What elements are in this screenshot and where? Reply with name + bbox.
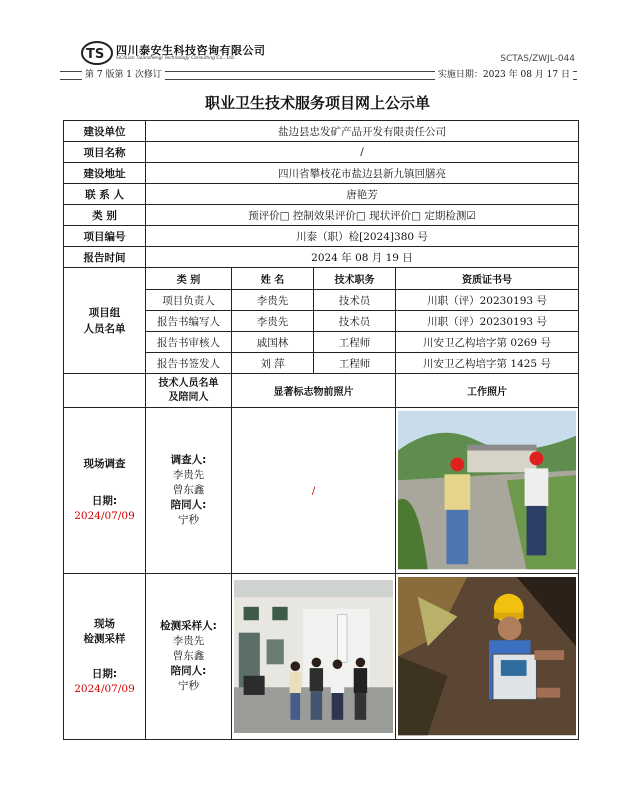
survey-date: 2024/07/09	[74, 510, 135, 522]
personnel-header-role: 类 别	[146, 268, 232, 290]
project-number-value: 川泰（职）检[2024]380 号	[146, 226, 579, 247]
member-name: 戚国林	[232, 332, 314, 353]
unit-value: 盐边县忠发矿产品开发有限责任公司	[146, 121, 579, 142]
category-label: 类 别	[64, 205, 146, 226]
member-title: 工程师	[314, 353, 396, 374]
implementation-date: 实施日期：2023 年 08 月 17 日	[435, 67, 573, 80]
address-value: 四川省攀枝花市盐边县新九镇回膳亮	[146, 163, 579, 184]
report-date-value: 2024 年 08 月 19 日	[146, 247, 579, 268]
personnel-header-title: 技术职务	[314, 268, 396, 290]
personnel-header-name: 姓 名	[232, 268, 314, 290]
member-title: 工程师	[314, 332, 396, 353]
survey-work-photo-cell	[396, 408, 579, 574]
survey-landmark-photo-placeholder: /	[232, 408, 396, 574]
member-cert: 川安卫乙构培字第 1425 号	[396, 353, 579, 374]
contact-value: 唐艳芳	[146, 184, 579, 205]
company-name-en: SiChuan Taianshengi Technology Consulting Co., Ltd.	[116, 56, 236, 61]
member-role: 报告书审核人	[146, 332, 232, 353]
document-title: 职业卫生技术服务项目网上公示单	[204, 94, 430, 112]
project-value: /	[146, 142, 579, 163]
survey-companion-name: 宁秒	[178, 514, 199, 526]
member-title: 技术员	[314, 290, 396, 311]
sampler-label: 检测采样人:	[160, 620, 217, 632]
personnel-label: 项目组 人员名单	[64, 268, 146, 374]
survey-companion-label: 陪同人:	[170, 499, 207, 511]
member-cert: 川职（评）20230193 号	[396, 311, 579, 332]
member-cert: 川安卫乙构培字第 0269 号	[396, 332, 579, 353]
svg-text:TS: TS	[86, 47, 105, 62]
member-name: 刘 萍	[232, 353, 314, 374]
document-code: SCTAS/ZWJL-044	[500, 54, 575, 64]
member-name: 李贵先	[232, 290, 314, 311]
member-role: 报告书签发人	[146, 353, 232, 374]
sampling-landmark-photo	[234, 580, 393, 733]
survey-label: 现场调查	[83, 458, 126, 470]
survey-staff-cell	[146, 408, 232, 574]
survey-work-photo	[398, 411, 576, 569]
sampling-landmark-photo-cell	[232, 574, 396, 740]
project-number-label: 项目编号	[64, 226, 146, 247]
project-label: 项目名称	[64, 142, 146, 163]
sampling-label: 现场 检测采样	[83, 617, 126, 645]
sampler-names: 李贵先 曾东鑫	[172, 635, 205, 662]
member-role: 项目负责人	[146, 290, 232, 311]
contact-label: 联 系 人	[64, 184, 146, 205]
report-date-label: 报告时间	[64, 247, 146, 268]
investigator-label: 调查人:	[170, 454, 207, 466]
sampling-work-photo-cell	[396, 574, 579, 740]
landmark-photo-header: 显著标志物前照片	[232, 374, 396, 408]
company-name: 四川泰安生科技咨询有限公司	[116, 44, 266, 57]
disclosure-table	[63, 120, 579, 740]
investigator-names: 李贵先 曾东鑫	[172, 469, 205, 496]
member-cert: 川职（评）20230193 号	[396, 290, 579, 311]
company-logo-icon	[80, 40, 114, 66]
sampling-companion-label: 陪同人:	[170, 665, 207, 677]
sampling-staff-cell	[146, 574, 232, 740]
member-name: 李贵先	[232, 311, 314, 332]
revision-text: 第 7 版第 1 次修订	[82, 67, 165, 80]
sampling-date-label: 日期:	[91, 667, 118, 680]
work-photo-header: 工作照片	[396, 374, 579, 408]
category-options: 预评价□ 控制效果评价□ 现状评价□ 定期检测☑	[146, 205, 579, 226]
member-title: 技术员	[314, 311, 396, 332]
survey-date-label: 日期:	[91, 495, 118, 507]
member-role: 报告书编写人	[146, 311, 232, 332]
sampling-cell	[64, 574, 146, 740]
sampling-date: 2024/07/09	[74, 682, 135, 695]
photo-header-blank	[64, 374, 146, 408]
sampling-companion-name: 宁秒	[178, 680, 199, 692]
address-label: 建设地址	[64, 163, 146, 184]
personnel-header-cert: 资质证书号	[396, 268, 579, 290]
survey-cell	[64, 408, 146, 574]
staff-list-header: 技术人员名单 及陪同人	[146, 374, 232, 408]
sampling-work-photo	[398, 577, 576, 735]
unit-label: 建设单位	[64, 121, 146, 142]
